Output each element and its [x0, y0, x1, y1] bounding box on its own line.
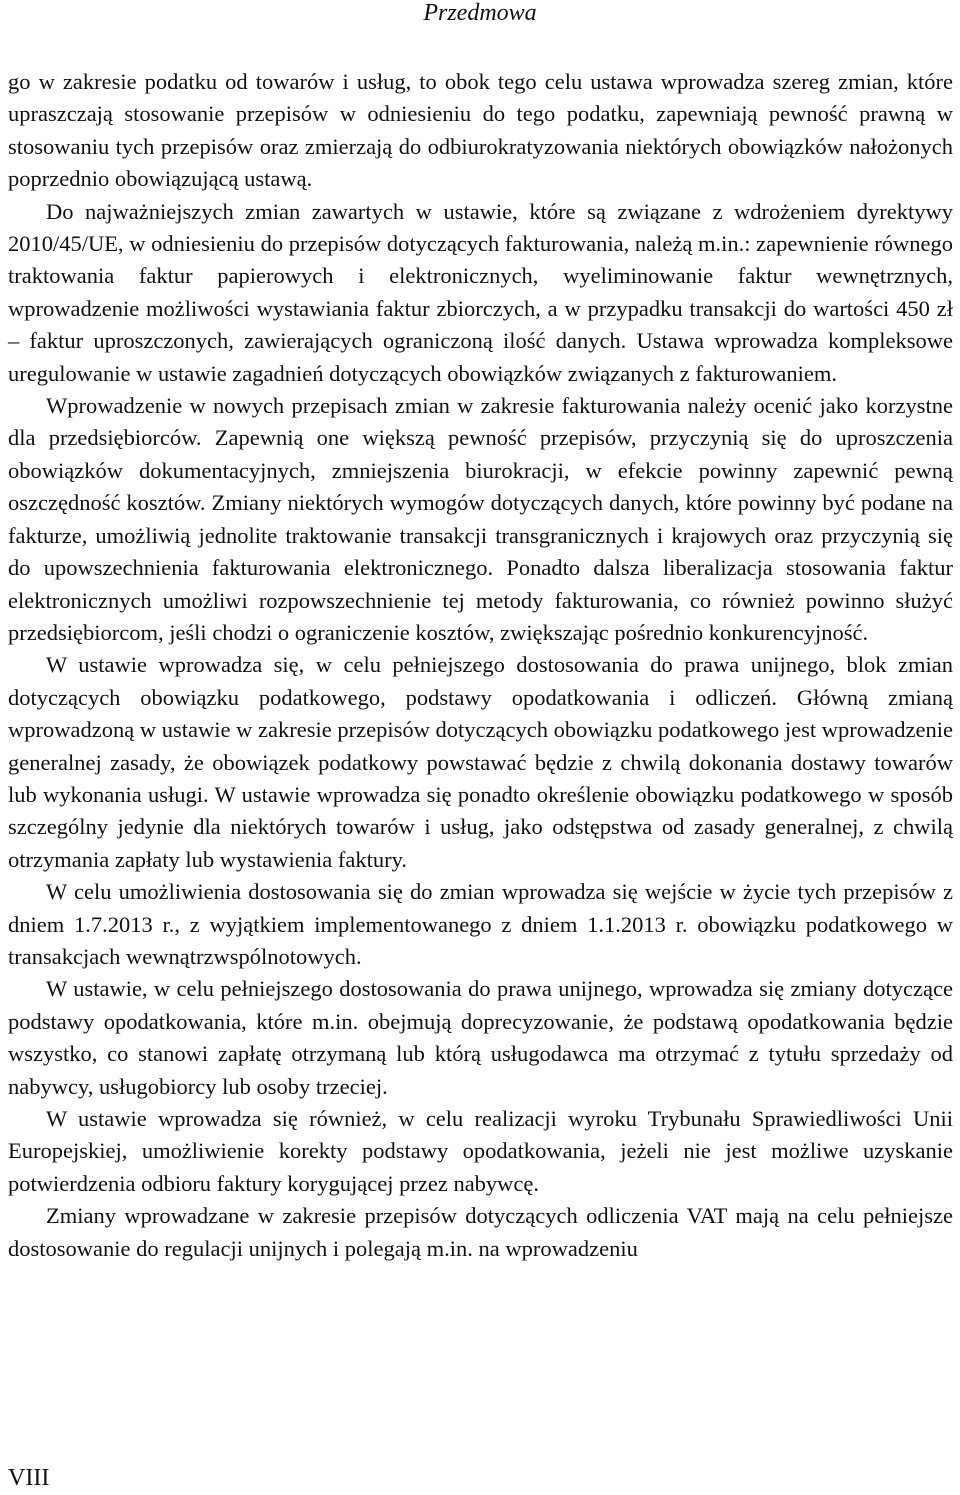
paragraph: W ustawie, w celu pełniejszego dostosowania do prawa unijnego, wprowadza się zmiany dotyczące podstawy opodatkowania, które m.in. obejmują doprecyzowanie, że podstawą opodatkowania będzie wszystko, co stanowi zapłatę otrzymaną lub którą usługodawca ma otrzymać z tytułu sprzedaży od nabywcy, usługobiorcy lub osoby trzeciej. — [8, 976, 953, 1099]
body-text — [8, 66, 953, 1265]
paragraph: Wprowadzenie w nowych przepisach zmian w zakresie fakturowania należy ocenić jako korzystne dla przedsiębiorców. Zapewnią one większą pewność przepisów, przyczynią się do uproszczenia obowiązków dokumentacyjnych, zmniejszenia biurokracji, w efekcie powinny zapewnić pewną oszczędność kosztów. Zmiany niektórych wymogów dotyczących danych, które powinny być podane na fakturze, umożliwią jednolite traktowanie transakcji transgranicznych i krajowych oraz przyczynią się do upowszechnienia fakturowania elektronicznego. Ponadto dalsza liberalizacja stosowania faktur elektronicznych umożliwi rozpowszechnienie tej metody fakturowania, co również powinno służyć przedsiębiorcom, jeśli chodzi o ograniczenie kosztów, zwiększając pośrednio konkurencyjność. — [8, 393, 953, 645]
paragraph: Zmiany wprowadzane w zakresie przepisów dotyczących odliczenia VAT mają na celu pełniejsze dostosowanie do regulacji unijnych i polegają m.in. na wprowadzeniu — [8, 1203, 953, 1261]
page-number: VIII — [8, 1465, 50, 1491]
paragraph: W celu umożliwienia dostosowania się do zmian wprowadza się wejście w życie tych przepisów z dniem 1.7.2013 r., z wyjątkiem implementowanego z dniem 1.1.2013 r. obowiązku podatkowego w transakcjach wewnątrzwspólnotowych. — [8, 879, 953, 969]
paragraph: Do najważniejszych zmian zawartych w ustawie, które są związane z wdrożeniem dyrektywy 2010/45/UE, w odniesieniu do przepisów dotyczących fakturowania, należą m.in.: zapewnienie równego traktowania faktur papierowych i elektronicznych, wyeliminowanie faktur wewnętrznych, wprowadzenie możliwości wystawiania faktur zbiorczych, a w przypadku transakcji do wartości 450 zł – faktur uproszczonych, zawierających ograniczoną ilość danych. Ustawa wprowadza kompleksowe uregulowanie w ustawie zagadnień dotyczących obowiązków związanych z fakturowaniem. — [8, 198, 953, 386]
paragraph: W ustawie wprowadza się, w celu pełniejszego dostosowania do prawa unijnego, blok zmian dotyczących obowiązku podatkowego, podstawy opodatkowania i odliczeń. Główną zmianą wprowadzoną w ustawie w zakresie przepisów dotyczących obowiązku podatkowego jest wprowadzenie generalnej zasady, że obowiązek podatkowy powstawać będzie z chwilą dokonania dostawy towarów lub wykonania usługi. W ustawie wprowadza się ponadto określenie obowiązku podatkowego w sposób szczególny jedynie dla niektórych towarów i usług, jako odstępstwa od zasady generalnej, z chwilą otrzymania zapłaty lub wystawienia faktury. — [8, 652, 953, 872]
paragraph: W ustawie wprowadza się również, w celu realizacji wyroku Trybunału Sprawiedliwości Unii Europejskiej, umożliwienie korekty podstawy opodatkowania, jeżeli nie jest możliwe uzyskanie potwierdzenia odbioru faktury korygującej przez nabywcę. — [8, 1106, 953, 1196]
running-header: Przedmowa — [423, 0, 537, 26]
paragraph-continuation: go w zakresie podatku od towarów i usług, to obok tego celu ustawa wprowadza szereg zmian, które upraszczają stosowanie przepisów w odniesieniu do tego podatku, zapewniają pewność prawną w stosowaniu tych przepisów oraz zmierzają do odbiurokratyzowania niektórych obowiązków nałożonych poprzednio obowiązującą ustawą. — [8, 69, 953, 192]
